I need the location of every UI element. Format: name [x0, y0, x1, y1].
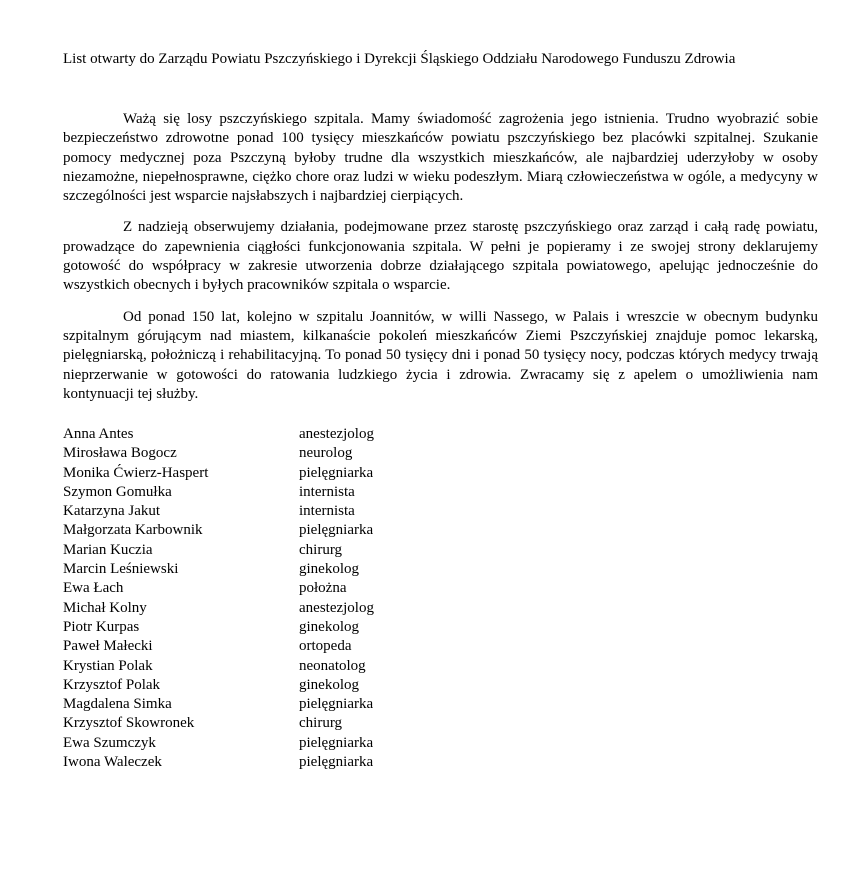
signatory-row: [63, 753, 483, 772]
signatory-row: [63, 618, 483, 637]
signatory-role: anestezjolog: [299, 599, 374, 616]
paragraph: Ważą się losy pszczyńskiego szpitala. Mamy świadomość zagrożenia jego istnienia. Trudno wyobrazić sobie bezpieczeństwo zdrowotne ponad 100 tysięcy mieszkańców powiatu pszczyńskiego bez placówki szpitalnej. Szukanie pomocy medycznej poza Pszczyną byłoby trudne dla wszystkich mieszkańców, ale najbardziej uderzyłoby w osoby niezamożne, niepełnosprawne, ciężko chore oraz ludzi w wieku podeszłym. Miarą człowieczeństwa w ogóle, a medycyny w szczególności jest wsparcie najsłabszych i najbardziej cierpiących.: [63, 111, 818, 205]
signatory-row: [63, 637, 483, 656]
signatory-name: Katarzyna Jakut: [63, 503, 161, 520]
signatory-row: [63, 444, 483, 463]
signatory-row: [63, 541, 483, 560]
signatory-row: [63, 483, 483, 502]
signatory-name: Marian Kuczia: [63, 541, 153, 558]
signatory-role: internista: [299, 483, 355, 500]
signatory-role: pielęgniarka: [299, 734, 374, 751]
paragraph: Od ponad 150 lat, kolejno w szpitalu Joannitów, w willi Nassego, w Palais i wreszcie w obecnym budynku szpitalnym górującym nad miastem, kilkanaście pokoleń mieszkańców Ziemi Pszczyńskiej znajduje pomoc lekarską, pielęgniarską, położniczą i rehabilitacyjną. To ponad 50 tysięcy dni i ponad 50 tysięcy nocy, podczas których medycy trwają nieprzerwanie w gotowości do ratowania ludzkiego życia i zdrowia. Zwracamy się z apelem o umożliwienia nam kontynuacji tej służby.: [63, 308, 818, 402]
signatory-name: Szymon Gomułka: [63, 483, 172, 500]
letter-title: List otwarty do Zarządu Powiatu Pszczyńskiego i Dyrekcji Śląskiego Oddziału Narodowego Funduszu Zdrowia: [63, 51, 736, 67]
signatory-role: internista: [299, 503, 355, 520]
signatory-row: [63, 714, 483, 733]
signatory-row: [63, 657, 483, 676]
signatory-role: ortopeda: [299, 638, 352, 655]
signatory-name: Mirosława Bogocz: [63, 445, 177, 462]
signatory-name: Krzysztof Skowronek: [63, 715, 195, 732]
paragraph: Z nadzieją obserwujemy działania, podejmowane przez starostę pszczyńskiego oraz zarząd i całą radę powiatu, prowadzące do zapewnienia ciągłości funkcjonowania szpitala. W pełni je popieramy i ze swojej strony deklarujemy gotowość do współpracy w zakresie utworzenia dobrze działającego szpitala powiatowego, apelując jednocześnie do wszystkich obecnych i byłych pracowników szpitala o wsparcie.: [63, 219, 818, 294]
signatory-row: [63, 560, 483, 579]
signatory-role: neurolog: [299, 445, 353, 462]
signatory-name: Iwona Waleczek: [63, 754, 162, 771]
signatory-name: Anna Antes: [63, 426, 134, 442]
signatory-row: [63, 734, 483, 753]
signatory-role: neonatolog: [299, 657, 366, 674]
signatory-name: Ewa Łach: [63, 580, 124, 597]
signatory-role: ginekolog: [299, 676, 359, 693]
signatory-row: [63, 676, 483, 695]
signatory-role: ginekolog: [299, 618, 359, 635]
signatory-name: Marcin Leśniewski: [63, 561, 179, 578]
signatory-name: Michał Kolny: [63, 599, 147, 616]
signatory-role: ginekolog: [299, 561, 359, 578]
signatory-role: chirurg: [299, 715, 343, 732]
signatory-row: [63, 502, 483, 521]
signatory-role: chirurg: [299, 541, 343, 558]
signatory-row: [63, 599, 483, 618]
signatory-row: [63, 464, 483, 483]
signatory-role: pielęgniarka: [299, 522, 374, 539]
signatory-name: Piotr Kurpas: [63, 618, 140, 635]
signatory-role: położna: [299, 580, 347, 597]
signatory-row: [63, 521, 483, 540]
signatory-role: anestezjolog: [299, 426, 374, 442]
signatory-row: [63, 579, 483, 598]
signatory-name: Krystian Polak: [63, 657, 153, 674]
signatory-list: [63, 425, 483, 772]
signatory-name: Krzysztof Polak: [63, 676, 161, 693]
signatory-name: Monika Ćwierz-Haspert: [63, 464, 209, 481]
signatory-row: [63, 425, 483, 444]
signatory-role: pielęgniarka: [299, 464, 374, 481]
signatory-name: Paweł Małecki: [63, 638, 153, 655]
signatory-role: pielęgniarka: [299, 696, 374, 713]
letter-body: [63, 110, 818, 416]
signatory-name: Magdalena Simka: [63, 696, 172, 713]
signatory-role: pielęgniarka: [299, 754, 374, 771]
signatory-name: Małgorzata Karbownik: [63, 522, 203, 539]
signatory-name: Ewa Szumczyk: [63, 734, 156, 751]
signatory-row: [63, 695, 483, 714]
